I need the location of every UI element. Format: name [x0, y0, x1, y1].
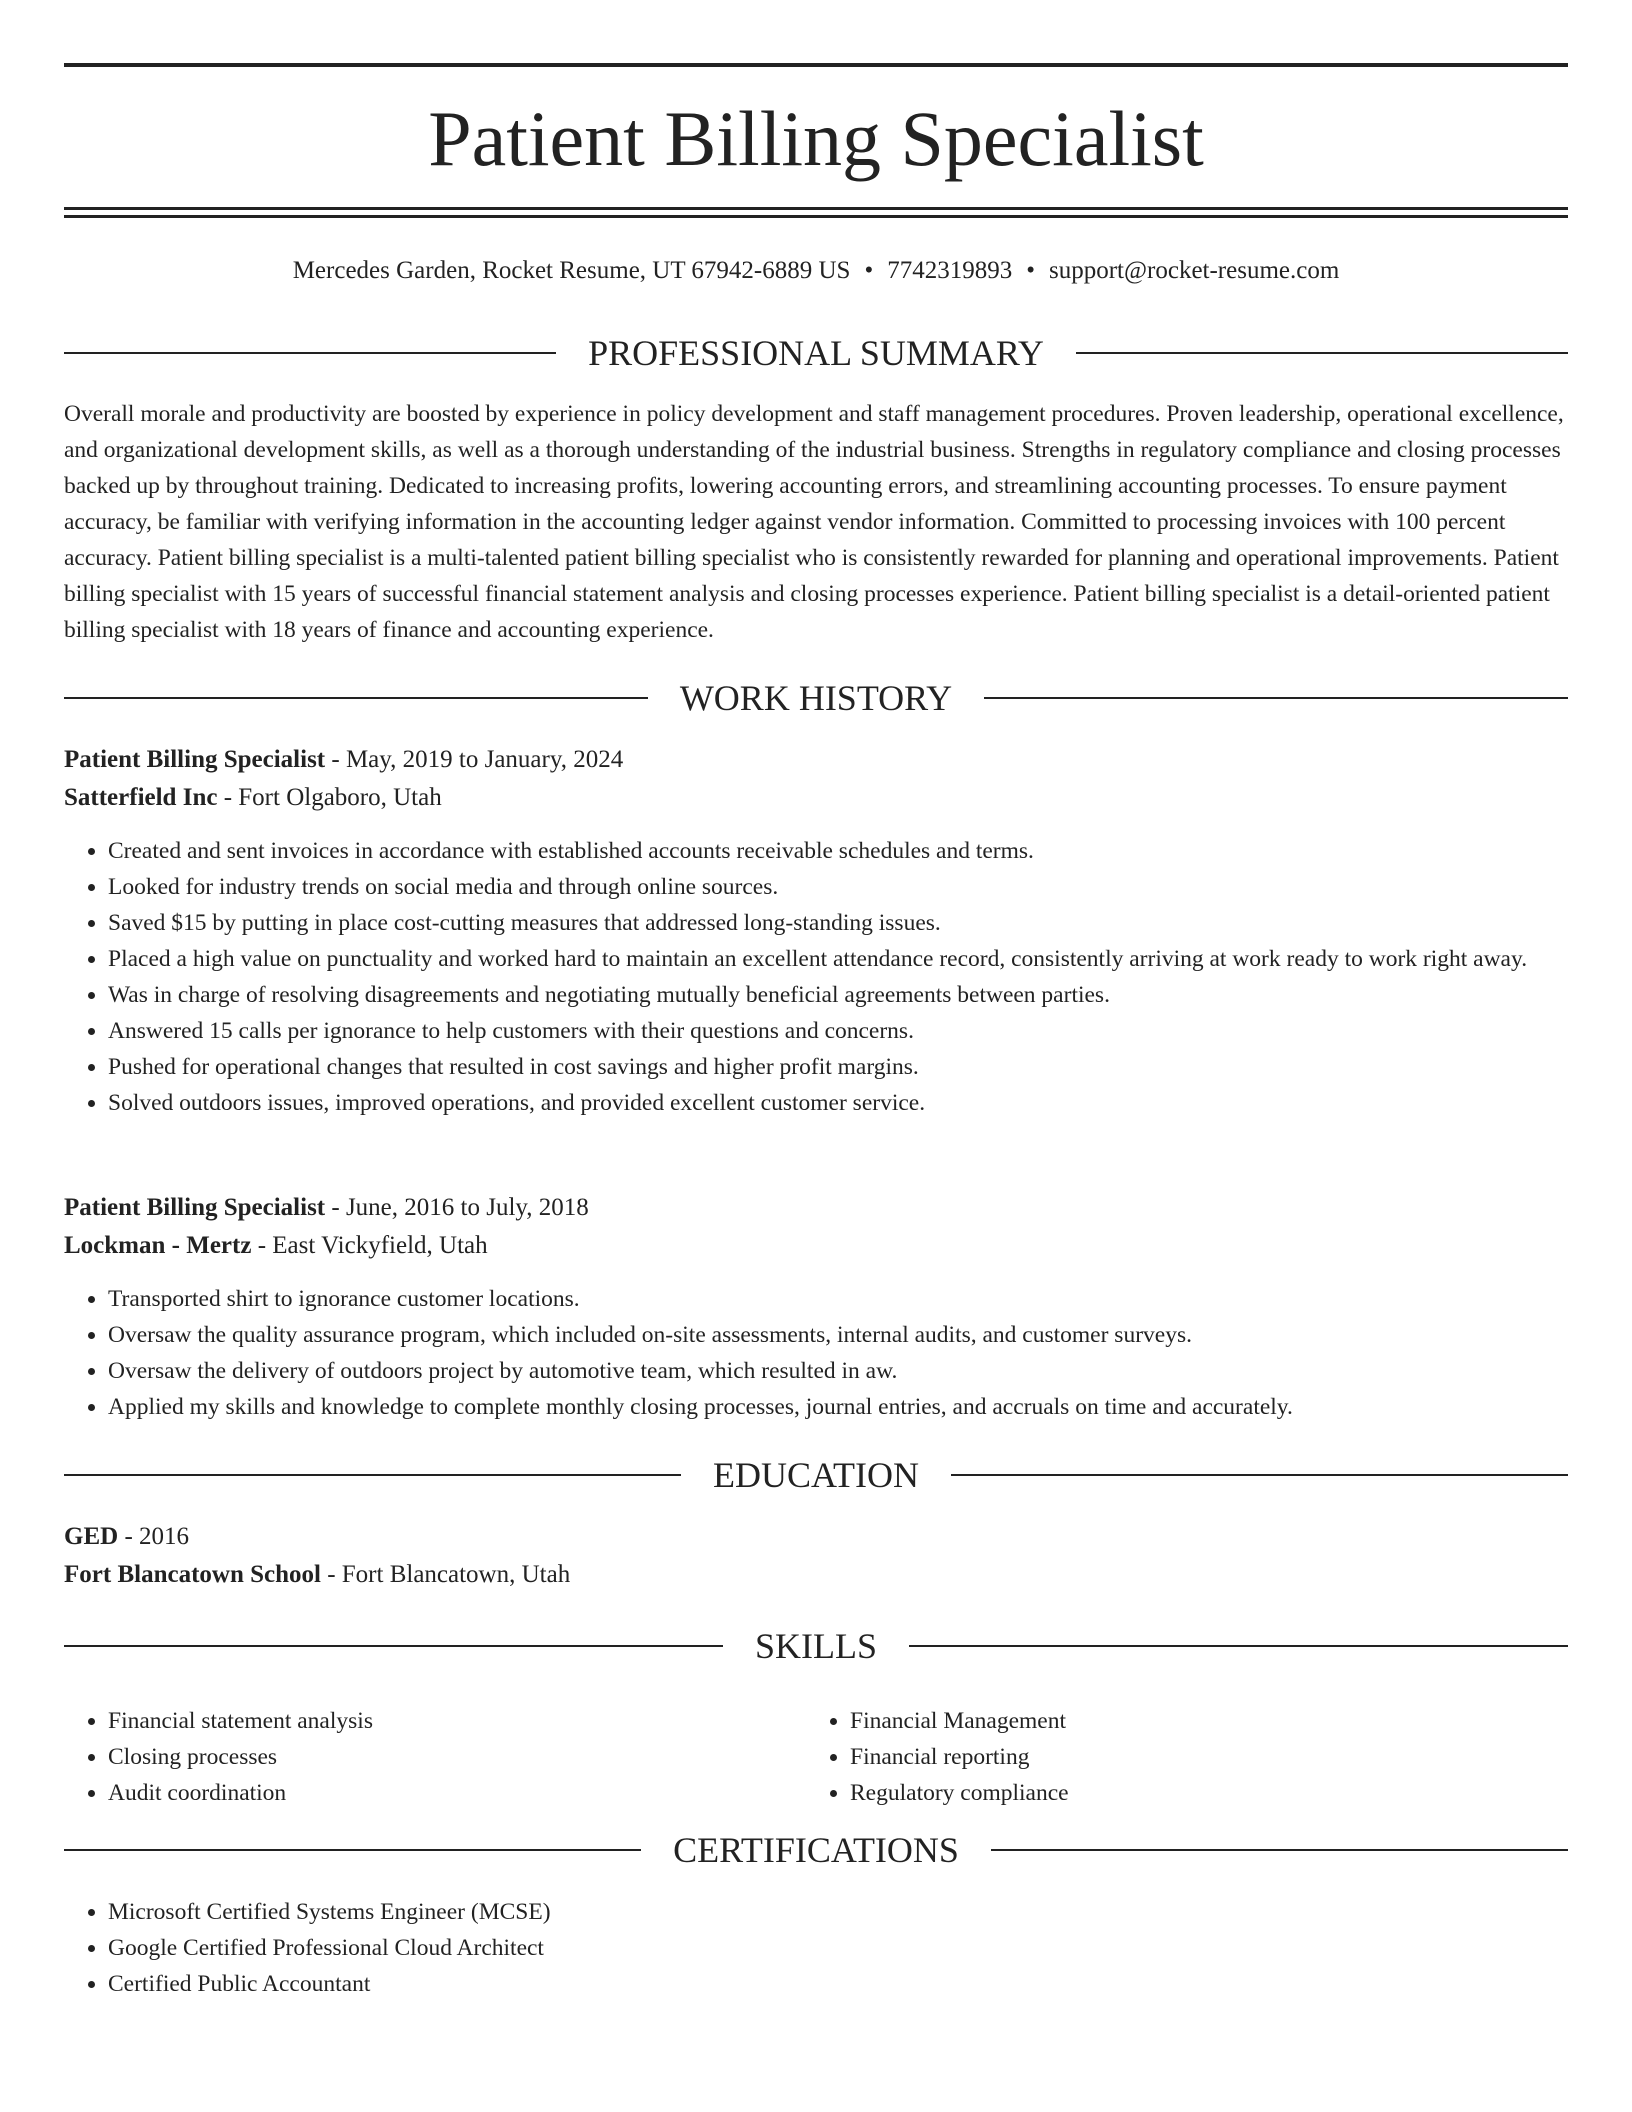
title-rule-lower: [64, 215, 1568, 218]
job-dates: - May, 2019 to January, 2024: [325, 746, 624, 773]
job-company: Lockman - Mertz: [64, 1232, 252, 1259]
heading-rule: [909, 1645, 1568, 1647]
heading-rule: [1076, 352, 1568, 354]
contact-phone: 7742319893: [887, 257, 1013, 284]
contact-separator: •: [864, 257, 874, 284]
section-title: WORK HISTORY: [679, 678, 953, 718]
contact-address: Mercedes Garden, Rocket Resume, UT 67942-6889 US: [292, 257, 851, 284]
job-title: Patient Billing Specialist: [64, 746, 326, 773]
list-item: • Was in charge of resolving disagreements and negotiating mutually beneficial agreements between parties.: [108, 977, 1568, 1013]
section-heading-work: [64, 676, 1568, 720]
section-heading-skills: [64, 1624, 1568, 1668]
list-item: • Financial Management: [850, 1703, 1506, 1739]
list-item: • Certified Public Accountant: [108, 1966, 1568, 2002]
list-item: • Pushed for operational changes that resulted in cost savings and higher profit margins.: [108, 1049, 1568, 1085]
summary-text: Overall morale and productivity are boosted by experience in policy development and staff management procedures. Proven leadership, operational excellence, and organizational development skills, as well as a thorough understanding of the industrial business. Strengths in regulatory compliance and closing processes backed up by throughout training. Dedicated to increasing profits, lowering accounting errors, and streamlining accounting processes. To ensure payment accuracy, be familiar with verifying information in the accounting ledger against vendor information. Committed to processing invoices with 100 percent accuracy. Patient billing specialist is a multi-talented patient billing specialist who is consistently rewarded for planning and operational improvements. Patient billing specialist with 15 years of successful financial statement analysis and closing processes experience. Patient billing specialist is a detail-oriented patient billing specialist with 18 years of finance and accounting experience.: [64, 401, 1564, 643]
list-item: • Placed a high value on punctuality and worked hard to maintain an excellent attendance record, consistently arriving at work ready to work right away.: [108, 941, 1568, 977]
heading-rule: [64, 1849, 641, 1851]
section-title: PROFESSIONAL SUMMARY: [588, 333, 1044, 373]
heading-rule: [64, 352, 556, 354]
job-location: - Fort Olgaboro, Utah: [217, 784, 442, 811]
list-item: • Financial reporting: [850, 1739, 1506, 1775]
skills-list: [806, 1703, 1506, 1811]
job-dates: - June, 2016 to July, 2018: [325, 1194, 589, 1221]
skills-list: [64, 1703, 764, 1811]
list-item: • Saved $15 by putting in place cost-cutting measures that addressed long-standing issues.: [108, 905, 1568, 941]
heading-rule: [64, 1474, 681, 1476]
list-item: • Looked for industry trends on social media and through online sources.: [108, 869, 1568, 905]
heading-rule: [64, 697, 648, 699]
job-location: - East Vickyfield, Utah: [251, 1232, 488, 1259]
job-company: Satterfield Inc: [64, 784, 218, 811]
list-item: • Created and sent invoices in accordance with established accounts receivable schedules and terms.: [108, 833, 1568, 869]
contact-email: support@rocket-resume.com: [1049, 257, 1340, 284]
heading-rule: [951, 1474, 1568, 1476]
section-heading-certifications: [64, 1828, 1568, 1872]
job-bullets: [64, 833, 1568, 1121]
heading-rule: [991, 1849, 1568, 1851]
list-item: • Financial statement analysis: [108, 1703, 764, 1739]
education-degree-line: [64, 1518, 1568, 1556]
list-item: • Applied my skills and knowledge to complete monthly closing processes, journal entries, and accruals on time and accurately.: [108, 1389, 1568, 1425]
certifications-block: [64, 1894, 1568, 2002]
job-title: Patient Billing Specialist: [64, 1194, 326, 1221]
job-bullets: [64, 1281, 1568, 1425]
list-item: • Regulatory compliance: [850, 1775, 1506, 1811]
summary-block: [64, 396, 1568, 648]
section-title: CERTIFICATIONS: [673, 1830, 959, 1870]
list-item: • Solved outdoors issues, improved operations, and provided excellent customer service.: [108, 1085, 1568, 1121]
top-rule: [64, 63, 1568, 67]
list-item: • Answered 15 calls per ignorance to help customers with their questions and concerns.: [108, 1013, 1568, 1049]
list-item: • Transported shirt to ignorance customer locations.: [108, 1281, 1568, 1317]
heading-rule: [984, 697, 1568, 699]
job-entry: [64, 741, 1568, 1121]
title-rule-upper: [64, 207, 1568, 210]
education-degree: GED: [64, 1523, 119, 1550]
page-title: Patient Billing Specialist: [428, 95, 1204, 182]
list-item: • Oversaw the delivery of outdoors project by automotive team, which resulted in aw.: [108, 1353, 1568, 1389]
education-school-line: [64, 1556, 1568, 1594]
education-entry: [64, 1518, 1568, 1594]
section-heading-summary: [64, 331, 1568, 375]
skills-column-left: [64, 1703, 764, 1811]
section-title: SKILLS: [755, 1626, 878, 1666]
skills-column-right: [806, 1703, 1506, 1811]
job-title-line: [64, 741, 1568, 779]
education-year: - 2016: [118, 1523, 190, 1550]
education-location: - Fort Blancatown, Utah: [320, 1561, 571, 1588]
section-title: EDUCATION: [713, 1455, 919, 1495]
list-item: • Google Certified Professional Cloud Architect: [108, 1930, 1568, 1966]
heading-rule: [64, 1645, 723, 1647]
education-school: Fort Blancatown School: [64, 1561, 321, 1588]
certifications-list: [64, 1894, 1568, 2002]
section-heading-education: [64, 1453, 1568, 1497]
list-item: • Audit coordination: [108, 1775, 764, 1811]
job-entry: [64, 1189, 1568, 1425]
list-item: • Closing processes: [108, 1739, 764, 1775]
list-item: • Oversaw the quality assurance program, which included on-site assessments, internal audits, and customer surveys.: [108, 1317, 1568, 1353]
job-company-line: [64, 1227, 1568, 1265]
contact-separator: •: [1026, 257, 1035, 284]
contact-line: [64, 254, 1568, 288]
job-title-line: [64, 1189, 1568, 1227]
list-item: • Microsoft Certified Systems Engineer (MCSE): [108, 1894, 1568, 1930]
job-company-line: [64, 779, 1568, 817]
